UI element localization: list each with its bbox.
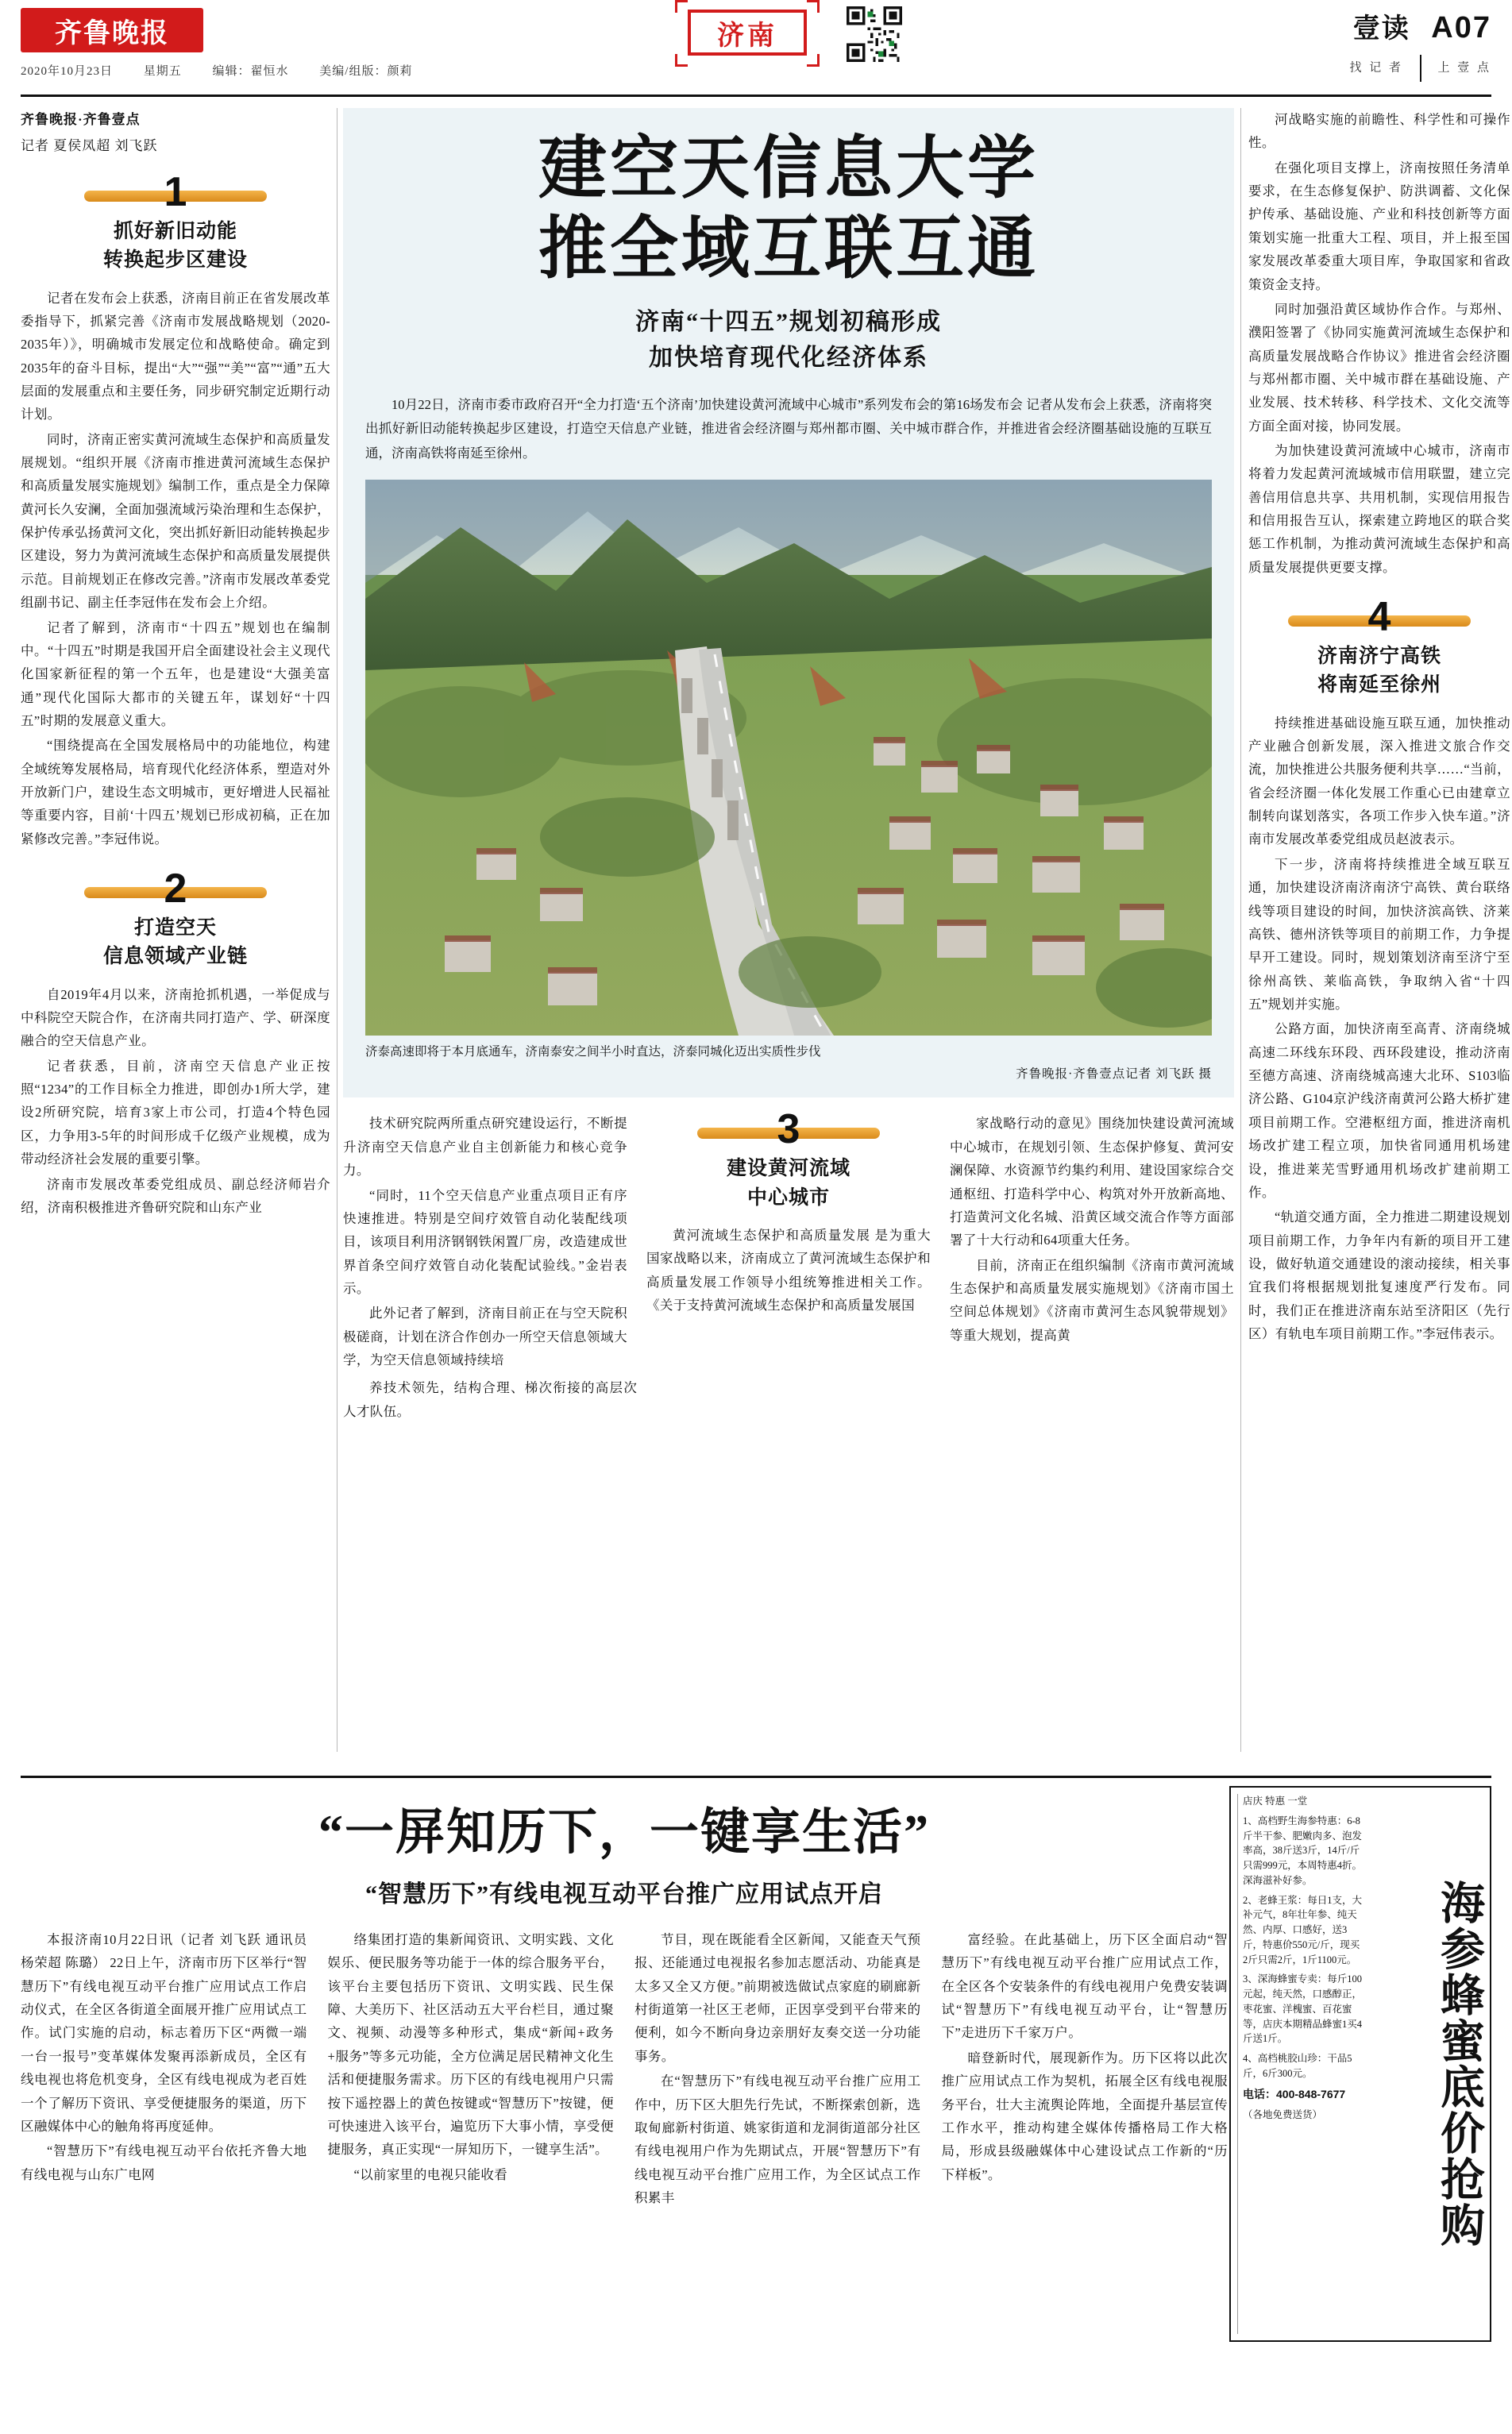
paragraph: 目前，济南正在组织编制《济南市黄河流域生态保护和高质量发展实施规划》《济南市国土空间总体规划》《济南市黄河生态风貌带规划》等重大规划，提高黄: [950, 1257, 1234, 1343]
paragraph: “智慧历下”有线电视互动平台依托齐鲁大地有线电视与山东广电网: [21, 2143, 307, 2182]
main-col-1: [343, 1112, 627, 1373]
main-col-2: [646, 1106, 931, 1373]
main-article: [343, 108, 1234, 1425]
badge-number: 2: [164, 866, 187, 912]
byline-reporters: 记者 夏侯凤超 刘飞跃: [21, 138, 158, 153]
paragraph: 记者了解到，济南市“十四五”规划也在编制中。“十四五”时期是我国开启全面建设社会主义现代化国家新征程的第一个五年，也是建设“大强美富通”现代化国际大都市的关键五年，谋划好“十四五”时期的发展意义重大。: [21, 619, 330, 728]
advertisement[interactable]: [1229, 1786, 1491, 2342]
bottom-col-3: [634, 1928, 921, 2211]
section-label: 壹读: [1352, 14, 1410, 44]
subhead-2-line1: 打造空天: [133, 917, 217, 939]
badge-number: 1: [164, 169, 187, 215]
subhead-1-line2: 转换起步区建设: [102, 249, 248, 272]
section-number-2: [84, 866, 267, 912]
masthead: [21, 0, 1491, 97]
column-rule-left: [337, 108, 338, 1752]
paragraph: 公路方面，加快济南至高青、济南绕城高速二环线东环段、西环段建设，推动济南至德方高速、济南绕城高速大北环、S103临济公路、G104京沪线济南黄河公路大桥扩建项目前期工作。空港枢纽方面，推进济南机场改扩建工程立项，加快省同通用机场建设，推进莱芜雪野通用机场改扩建前期工作。: [1248, 1021, 1510, 1200]
editor-credit: 编辑：翟恒水: [212, 65, 289, 78]
subhead-3-line1: 建设黄河流域: [726, 1158, 850, 1180]
paragraph: 暗登新时代，展现新作为。历下区将以此次推广应用试点工作为契机，拓展全区有线电视服务平台，壮大主流舆论阵地，全面提升基层宣传工作水平，推动构建全媒体传播格局工作大格局，形成县级融媒体中心建设试点工作新的“历下样板”。: [941, 2050, 1228, 2182]
article-body-1: [21, 287, 330, 851]
paragraph: “以前家里的电视只能收看: [353, 2166, 508, 2182]
bottom-col-1: [21, 1928, 307, 2211]
ad-details: [1237, 1794, 1364, 2334]
badge-corner-tr: [807, 0, 820, 13]
section-header: [1349, 6, 1491, 82]
paragraph: 自2019年4月以来，济南抢抓机遇，一举促成与中科院空天院合作，在济南共同打造产、学、研深度融合的空天信息产业。: [21, 986, 330, 1049]
bottom-subtitle: “智慧历下”有线电视互动平台推广应用试点开启: [365, 1881, 883, 1907]
paragraph: 持续推进基础设施互联互通，加快推动产业融合创新发展，深入推进文旅合作交流，加快推进公共服务便利共享……“当前，省会经济圈一体化发展工作重心已由建章立制转向谋划落实，各项工作步入快车道。”济南市发展改革委党组成员赵波表示。: [1248, 715, 1510, 847]
paragraph: “围绕提高在全国发展格局中的功能地位，构建全域统筹发展格局，培育现代化经济体系，塑造对外开放新门户，建设生态文明城市，更好增进人民福祉等重要内容，目前‘十四五’规划已形成初稿，正在加紧修改完善。”李冠伟说。: [21, 738, 330, 847]
subhead-4-line2: 将南延至徐州: [1317, 674, 1441, 696]
masthead-meta: [21, 62, 439, 79]
ad-item: 4、高档桃胶山珍：干品5斤，6斤300元。: [1243, 2053, 1352, 2079]
publish-date: 2020年10月23日: [21, 65, 114, 78]
ad-item: 3、深海蜂蜜专卖：每斤100元起，纯天然，口感醇正，枣花蜜、洋槐蜜、百花蜜等，店庆本期精品蜂蜜1买4斤送1斤。: [1243, 1973, 1363, 2045]
paragraph: 技术研究院两所重点研究建设运行，不断提升济南空天信息产业自主创新能力和核心竞争力。: [343, 1116, 627, 1178]
main-subtitle: [365, 304, 1212, 376]
paragraph: 同时，济南正密实黄河流域生态保护和高质量发展规划。“组织开展《济南市推进黄河流域生态保护和高质量发展实施规划》编制工作，重点是全力保障黄河长久安澜，全面加强流域污染治理和生态保护，保护传承弘扬黄河文化，突出抓好新旧动能转换起步区建设，努力为黄河流域生态保护和高质量发展提供示范。目前规划正在修改完善。”济南市发展改革委党组副书记、副主任李冠伟在发布会上介绍。: [21, 431, 330, 611]
subhead-1-line1: 抓好新旧动能: [113, 221, 237, 242]
paragraph: 为加快建设黄河流域中心城市，济南市将着力发起黄河流域城市信用联盟，建立完善信用信息共享、共用机制，实现信用报告和信用报告互认，探索建立跨地区的联合奖惩工作机制，为推动黄河流域生态保护和高质量发展提供更要支撑。: [1248, 443, 1510, 575]
ad-store-label: 店庆 特惠 一堂: [1243, 1796, 1308, 1807]
badge-corner-bl: [675, 54, 688, 67]
ad-headline: 海参蜂蜜底价抢购: [1434, 1880, 1483, 2248]
ad-phone[interactable]: 电话：400-848-7677: [1243, 2087, 1346, 2100]
divider: [1420, 55, 1421, 82]
paragraph: 同时加强沿黄区域协作合作。与郑州、濮阳签署了《协同实施黄河流域生态保护和高质量发展战略合作协议》推进省会经济圈与郑州都市圈、关中城市群在基础设施、产业发展、技术转移、科学技术、文化交流等方面全面对接，协同发展。: [1248, 301, 1510, 434]
subtitle-line2: 加快培育现代化经济体系: [649, 344, 928, 371]
badge-corner-br: [807, 54, 820, 67]
main-headline: [365, 129, 1212, 290]
ad-item: 1、高档野生海参特惠：6-8斤半干参、肥嫩肉多、泡发率高，38斤送3斤，14斤/斤只需999元，本周特惠4折。深海滋补好参。: [1243, 1815, 1363, 1886]
section-number-3: [697, 1106, 880, 1153]
paragraph: 黄河流域生态保护和高质量发展 是为重大国家战略以来，济南成立了黄河流域生态保护和高质量发展工作领导小组统筹推进相关工作。《关于支持黄河流域生态保护和高质量发展国: [646, 1227, 931, 1313]
main-col-1-continued: [343, 1376, 637, 1423]
section-number-4: [1288, 594, 1471, 641]
paragraph: 河战略实施的前瞻性、科学性和可操作性。: [1248, 112, 1510, 151]
paragraph: 记者在发布会上获悉，济南目前正在省发展改革委指导下，抓紧完善《济南市发展战略规划（2020-2035年）》，明确城市发展定位和战略使命。确定到2035年的奋斗目标，提出“大”“强”“美”“富”“通”五大层面的发展重点和主要任务，同步研究制定近期行动计划。: [21, 290, 330, 422]
paragraph: 在“智慧历下”有线电视互动平台推广应用工作中，历下区大胆先行先试，不断探索创新，选取甸廊新村街道、姚家街道和龙洞街道部分社区有线电视用户作为先期试点，开展“智慧历下”有线电视互动平台推广应用工作，为全区试点工作积累丰: [634, 2073, 921, 2205]
subhead-1: [21, 218, 330, 276]
right-column: [1248, 108, 1510, 1347]
publication-logo: 齐鲁晚报: [21, 8, 203, 52]
main-article-columns: [343, 1106, 1234, 1373]
article-body-2: [21, 983, 330, 1220]
paragraph: “轨道交通方面，全力推进二期建设规划项目前期工作，力争年内有新的项目开工建设，做好轨道交通建设的滚动接续，相关事宜我们将根据规划批复速度严行发布。同时，我们正在推进济南东站至济阳区（先行区）有轨电车项目前期工作。”李冠伟表示。: [1248, 1209, 1510, 1342]
main-photo: [365, 480, 1212, 1036]
paragraph: 养技术领先，结构合理、梯次衔接的高层次人才队伍。: [343, 1380, 638, 1419]
bottom-columns: [21, 1928, 1228, 2211]
city-badge: 济南: [688, 10, 807, 56]
subhead-2: [21, 914, 330, 972]
paragraph: 富经验。在此基础上，历下区全面启动“智慧历下”有线电视互动平台推广应用试点工作，在全区各个安装条件的有线电视用户免费安装调试“智慧历下”有线电视互动平台，让“智慧历下”走进历下千家万户。: [941, 1932, 1228, 2041]
subhead-4: [1248, 642, 1510, 700]
headline-line1: 建空天信息大学: [538, 130, 1039, 206]
badge-number: 4: [1367, 594, 1391, 641]
weekday: 星期五: [143, 65, 182, 78]
ad-item: 2、老蜂王浆：每日1支，大补元气，8年壮年参、纯天然、内厚、口感好，送3斤，特惠价550元/斤，现买2斤只需2斤，1斤1100元。: [1243, 1894, 1363, 1965]
left-column: [21, 108, 330, 1221]
column-rule-right: [1240, 108, 1241, 1752]
paragraph: 此外记者了解到，济南目前正在与空天院积极磋商，计划在济合作创办一所空天信息领域大学，为空天信息领域持续培: [343, 1306, 627, 1368]
subhead-4-line1: 济南济宁高铁: [1317, 646, 1441, 668]
badge-number: 3: [777, 1106, 800, 1153]
paragraph: 济南市发展改革委党组成员、副总经济师岩介绍，济南积极推进齐鲁研究院和山东产业: [21, 1176, 330, 1215]
subhead-2-line2: 信息领域产业链: [102, 946, 248, 968]
main-col-3: [950, 1112, 1234, 1373]
paragraph: 记者获悉，目前，济南空天信息产业正按照“1234”的工作目标全力推进，即创办1所大学，建设2所研究院，培育3家上市公司，打造4个特色园区，力争用3-5年的时间形成千亿级产业规模，成为带动经济社会发展的重要引擎。: [21, 1058, 330, 1167]
bottom-headline: “一屏知历下，一键享生活”: [318, 1806, 930, 1860]
bottom-col-2: [328, 1928, 615, 2211]
section-number-1: [84, 169, 267, 215]
find-reporter-link[interactable]: 找 记 者: [1349, 61, 1403, 75]
page-number: A07: [1431, 11, 1491, 44]
paragraph: 节目，现在既能看全区新闻，又能查天气预报、还能通过电视报名参加志愿活动、功能真是太多又全又方便。”前期被选做试点家庭的刷廊新村街道第一社区王老师，正因享受到平台带来的便利，如今不断向身边亲朋好友奏交送一分功能事务。: [634, 1932, 921, 2064]
subhead-3: [646, 1155, 931, 1213]
photo-caption: 济泰高速即将于本月底通车，济南泰安之间半小时直达，济泰同城化迈出实质性步伐: [365, 1045, 821, 1059]
layout-credit: 美编/组版：颜莉: [319, 65, 413, 78]
qr-code-icon: [847, 6, 902, 62]
main-col-2-body: [646, 1224, 931, 1317]
paragraph: 在强化项目支撑上，济南按照任务清单要求，在生态修复保护、防洪调蓄、文化保护传承、基础设施、产业和科技创新等方面策划实施一批重大工程、项目，并上报至国家发展改革委重大项目库，争取国家和省政策资金支持。: [1248, 160, 1510, 292]
bottom-article: [21, 1776, 1491, 2363]
headline-block: [343, 108, 1234, 1097]
byline-source: 齐鲁晚报·齐鲁壹点: [21, 112, 141, 127]
paragraph: 本报济南10月22日讯（记者 刘飞跃 通讯员 杨荣超 陈璐） 22日上午，济南市历下区举行“智慧历下”有线电视互动平台推广应用试点工作启动仪式，在全区各街道全面展开推广应用试点工作。试门实施的启动，标志着历下区“两微一端一台一报号”变革媒体发聚再添新成员，全区有线电视也将危机变身，全区有线电视成为老百姓一个了解历下资讯、享受便捷服务的渠道，历下区融媒体中心的触角将再度延伸。: [21, 1932, 307, 2134]
photo-credit: 齐鲁晚报·齐鲁壹点记者 刘飞跃 摄: [1016, 1067, 1212, 1082]
paragraph: 下一步，济南将持续推进全域互联互通，加快建设济南济南济宁高铁、黄台联络线等项目建设的时间，加快济滨高铁、济莱高铁、德州济铁等项目的前期工作，力争提早开工建设。同时，规划策划济南至济宁至徐州高铁、莱临高铁，争取纳入省“十四五”规划并实施。: [1248, 856, 1510, 1012]
paragraph: “同时，11个空天信息产业重点项目正有序快速推进。特别是空间疗效管自动化装配线项目，该项目利用济钢钢铁闲置厂房，改造建成世界首条空间疗效管自动化装配试验线。”金岩表示。: [343, 1187, 627, 1296]
yidu-link[interactable]: 上 壹 点: [1437, 61, 1491, 75]
paragraph: 家战略行动的意见》围绕加快建设黄河流域中心城市，在规划引领、生态保护修复、黄河安澜保障、水资源节约集约利用、建设国家综合交通枢纽、打造科学中心、构筑对外开放新高地、打造黄河文化名城、沿黄区域交流合作等方面部署了十大行动和64项重大任务。: [950, 1116, 1234, 1248]
top-article-area: [21, 108, 1510, 1768]
subtitle-line1: 济南“十四五”规划初稿形成: [635, 308, 942, 335]
bottom-col-4: [942, 1928, 1228, 2211]
badge-corner-tl: [675, 0, 688, 13]
paragraph: 络集团打造的集新闻资讯、文明实践、文化娱乐、便民服务等功能于一体的综合服务平台，该平台主要包括历下资讯、文明实践、民生保障、大美历下、社区活动五大平台栏目，通过聚文、视频、动漫等多种形式，集成“新闻+政务+服务”等多元功能，全方位满足居民精神文化生活和便捷服务需求。历下区的有线电视用户只需按下遥控器上的黄色按键或“智慧历下”按键，便可快速进入该平台，遍览历下大事小情，享受便捷服务，真正实现“一屏知历下，一键享生活”。: [327, 1932, 614, 2158]
ad-delivery-note: （各地免费送货）: [1243, 2108, 1323, 2120]
right-body-top: [1248, 108, 1510, 579]
article-body-4: [1248, 712, 1510, 1346]
subhead-3-line2: 中心城市: [746, 1186, 830, 1209]
headline-line2: 推全域互联互通: [538, 210, 1039, 287]
lead-paragraph: 10月22日，济南市委市政府召开“全力打造‘五个济南’加快建设黄河流域中心城市”系列发布会的第16场发布会 记者从发布会上获悉，济南将突出抓好新旧动能转换起步区建设，打造空天信息产业链，推进省会经济圈与郑州都市圈、关中城市群合作，并推进省会经济圈基础设施的互联互通，济南高铁将南延至徐州。: [365, 396, 1212, 461]
